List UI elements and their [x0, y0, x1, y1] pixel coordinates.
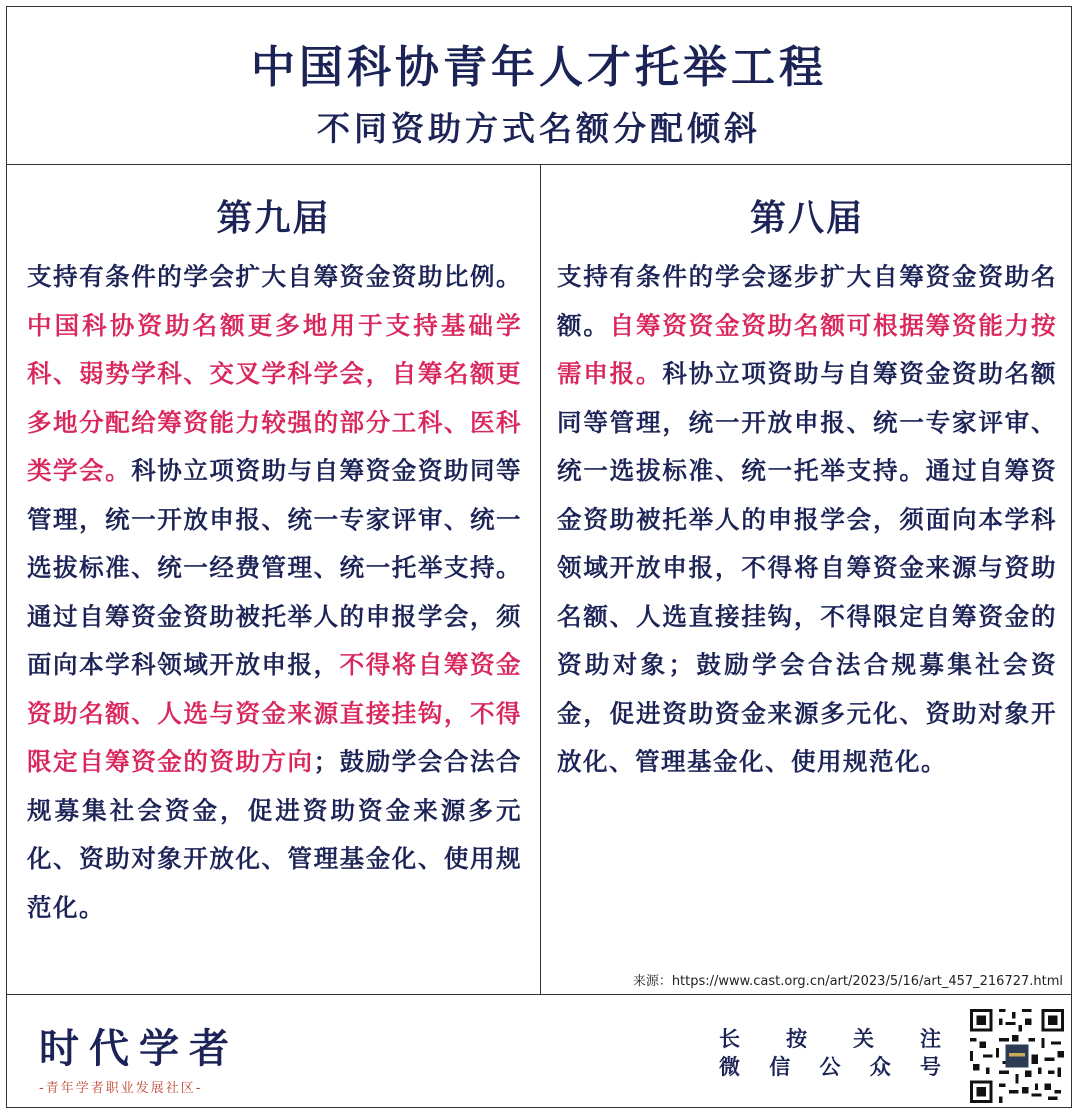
column-eighth	[541, 164, 1073, 994]
page-subtitle: 不同资助方式名额分配倾斜	[317, 109, 761, 148]
qr-code-icon[interactable]	[970, 1009, 1064, 1103]
column-ninth	[7, 164, 541, 994]
ninth-highlight-2: 不得将自筹资金资助名额、人选与资金来源直接挂钩，不得限定自筹资金的资助方向	[27, 650, 523, 776]
eighth-text-2: 科协立项资助与自筹资金资助名额同等管理，统一开放申报、统一专家评审、统一选拔标准、统一托举支持。通过自筹资金资助被托举人的申报学会，须面向本学科领域开放申报，不得将自筹资金来源与资助名额、人选直接挂钩，不得限定自筹资金的资助对象；鼓励学会合法合规募集社会资金，促进资助资金来源多元化、资助对象开放化、管理基金化、使用规范化。	[557, 359, 1058, 776]
column-eighth-body	[557, 253, 1057, 787]
follow-line-1: 长 按 关 注	[719, 1027, 941, 1051]
eighth-highlight-1: 自筹资资金资助名额可根据筹资能力按需申报。	[557, 310, 1058, 388]
ninth-text-1: 支持有条件的学会扩大自筹资金资助比例。	[27, 262, 522, 291]
column-eighth-heading: 第八届	[749, 198, 864, 239]
ninth-text-2: 科协立项资助与自筹资金资助同等管理，统一开放申报、统一专家评审、统一选拔标准、统一经费管理、统一托举支持。通过自筹资金资助被托举人的申报学会，须面向本学科领域开放申报，	[27, 456, 523, 679]
header	[7, 7, 1071, 165]
footer	[7, 994, 1071, 1108]
source-link[interactable]: 来源：https://www.cast.org.cn/art/2023/5/16/art_457_216727.html	[632, 974, 1063, 989]
brand-logo-text: 时代学者	[39, 1026, 239, 1072]
follow-prompt	[719, 1025, 941, 1081]
follow-line-2: 微 信 公 众 号	[719, 1055, 941, 1079]
page-title: 中国科协青年人才托举工程	[251, 42, 827, 93]
poster-frame	[6, 6, 1072, 1108]
ninth-text-3: ；鼓励学会合法合规募集社会资金，促进资助资金来源多元化、资助对象开放化、管理基金化、使用规范化。	[27, 747, 523, 922]
column-ninth-heading: 第九届	[216, 198, 331, 239]
column-ninth-body	[27, 253, 522, 932]
ninth-highlight-1: 中国科协资助名额更多地用于支持基础学科、弱势学科、交叉学科学会，自筹名额更多地分配给筹资能力较强的部分工科、医科类学会。	[27, 310, 522, 485]
eighth-text-1: 支持有条件的学会逐步扩大自筹资金资助名额。	[557, 262, 1057, 340]
brand-tagline: -青年学者职业发展社区-	[39, 1081, 203, 1096]
